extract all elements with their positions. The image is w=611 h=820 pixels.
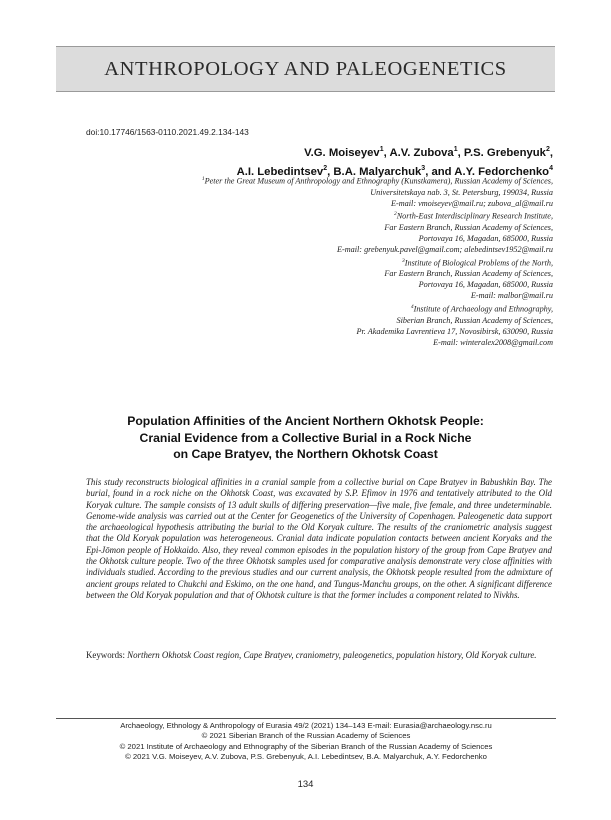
affiliation-line: Pr. Akademika Lavrentieva 17, Novosibirsk, 630090, Russia <box>356 326 553 336</box>
footer-copyright-line: © 2021 V.G. Moiseyev, A.V. Zubova, P.S. Grebenyuk, A.I. Lebedintsev, B.A. Malyarchuk, A.Y. Fedorchenko <box>125 751 487 761</box>
author-name: B.A. Malyarchuk <box>333 165 422 178</box>
affiliation-mark: 3 <box>402 257 405 264</box>
affiliation-mark: 1 <box>201 176 205 182</box>
affiliation-email: E-mail: malbor@mail.ru <box>470 291 553 301</box>
footer-journal-line: Archaeology, Ethnology & Anthropology of Eurasia 49/2 (2021) 134–143 E-mail: Eurasia@archaeology.nsc.ru <box>120 721 492 730</box>
author-line-2: A.I. Lebedintsev$^2$, B.A. Malyarchuk$^3$, and A.Y. Fedorchenko$^4$ <box>236 164 553 178</box>
affiliation-line: $^2$North-East Interdisciplinary Research Institute, <box>393 211 553 222</box>
author-affil-mark: 3 <box>421 164 426 172</box>
footer-copyright-line: © 2021 Siberian Branch of the Russian Academy of Sciences <box>201 731 411 741</box>
footer-divider <box>56 718 556 719</box>
author-affil-mark: 1 <box>379 146 384 153</box>
affiliation-line: Portovaya 16, Magadan, 685000, Russia <box>418 280 553 290</box>
keywords-label: Keywords: <box>86 650 125 660</box>
affiliation-line: Far Eastern Branch, Russian Academy of Sciences, <box>384 223 553 233</box>
page-number: 134 <box>297 779 314 790</box>
affiliation-email: E-mail: winteralex2008@gmail.com <box>433 337 553 347</box>
abstract: This study reconstructs biological affinities in a cranial sample from a collective burial on Cape Bratyev in Babushkin Bay. The burial, found in a rock niche on the Okhotsk Coast, was excavated by S.P. Efimov in 1976 and tentatively attributed to the Old Koryak culture. The sample consists of 13 adult skulls of differing preservation—five male, five female, and three undeterminable. Genome-wide analysis was carried out at the Center for Geogenetics of the University of Copenhagen. Paleogenetic data support the archaeological hypothesis attributing the burial to the Old Koryak culture. The results of the craniometric analysis suggest that the Old Koryak population was heterogeneous. Cranial data indicate population contacts between ancient Koryaks and the Epi-Jōmon people of Hokkaido. Also, they reveal common episodes in the population history of the group from Cape Bratyev and the Okhotsk culture people. Two of the three Okhotsk samples used for comparative analysis demonstrate very close affinities with individuals studied. According to the previous studies and our current analysis, the Okhotsk people resulted from the admixture of ancient groups related to Chukchi and Eskimo, on the one hand, and Tungus-Manchu groups, on the other. A significant difference between the Old Koryak population and that of Okhotsk culture is that the former includes a component related to Nivkhs. <box>86 477 552 600</box>
author-name: A.V. Zubova <box>389 146 454 159</box>
author-line-1: V.G. Moiseyev$^1$, A.V. Zubova$^1$, P.S. Grebenyuk$^2$, <box>304 146 553 159</box>
author-affil-mark: 2 <box>323 164 328 172</box>
article-title <box>56 413 555 463</box>
author-name: A.Y. Fedorchenko <box>454 165 550 178</box>
affiliations <box>202 174 553 349</box>
affiliation-email: E-mail: grebenyuk.pavel@gmail.com; alebedintsev1952@mail.ru <box>337 244 553 254</box>
author-name: A.I. Lebedintsev <box>236 165 324 178</box>
affiliation-mark: 4 <box>410 304 414 311</box>
title-line-1: Population Affinities of the Ancient Northern Okhotsk People: <box>127 414 484 428</box>
affiliation-line: $^4$Institute of Archaeology and Ethnography, <box>410 304 553 314</box>
affiliation-line: Siberian Branch, Russian Academy of Sciences, <box>396 315 553 325</box>
footer <box>56 721 556 762</box>
section-header-band <box>56 46 555 92</box>
keywords <box>86 650 552 661</box>
affiliation-line: Portovaya 16, Magadan, 685000, Russia <box>418 234 553 243</box>
affiliation-line: $^3$Institute of Biological Problems of the North, <box>402 257 553 268</box>
affiliation-line: $^1$Peter the Great Museum of Anthropology and Ethnography (Kunstkamera), Russian Academy of Sciences, <box>201 176 553 186</box>
affiliation-email: E-mail: vmoiseyev@mail.ru; zubova_al@mail.ru <box>391 198 553 208</box>
title-line-2: Cranial Evidence from a Collective Burial in a Rock Niche <box>139 430 472 445</box>
affiliation-mark: 2 <box>393 211 397 218</box>
affiliation-line: Far Eastern Branch, Russian Academy of Sciences, <box>384 269 553 279</box>
section-title: ANTHROPOLOGY AND PALEOGENETICS <box>104 57 507 80</box>
affiliation-line: Universitetskaya nab. 3, St. Petersburg, 199034, Russia <box>370 187 553 197</box>
footer-copyright-line: © 2021 Institute of Archaeology and Ethnography of the Siberian Branch of the Russian Academy of Sciences <box>119 741 493 751</box>
author-affil-mark: 1 <box>453 146 458 153</box>
keywords-value: Northern Okhotsk Coast region, Cape Bratyev, craniometry, paleogenetics, population history, Old Koryak culture. <box>127 650 537 660</box>
title-line-3: on Cape Bratyev, the Northern Okhotsk Coast <box>173 447 438 462</box>
doi: doi:10.17746/1563-0110.2021.49.2.134-143 <box>86 127 249 137</box>
author-name: P.S. Grebenyuk <box>463 146 546 159</box>
author-name: V.G. Moiseyev <box>304 146 380 159</box>
author-affil-mark: 4 <box>549 164 553 172</box>
author-affil-mark: 2 <box>545 146 550 153</box>
